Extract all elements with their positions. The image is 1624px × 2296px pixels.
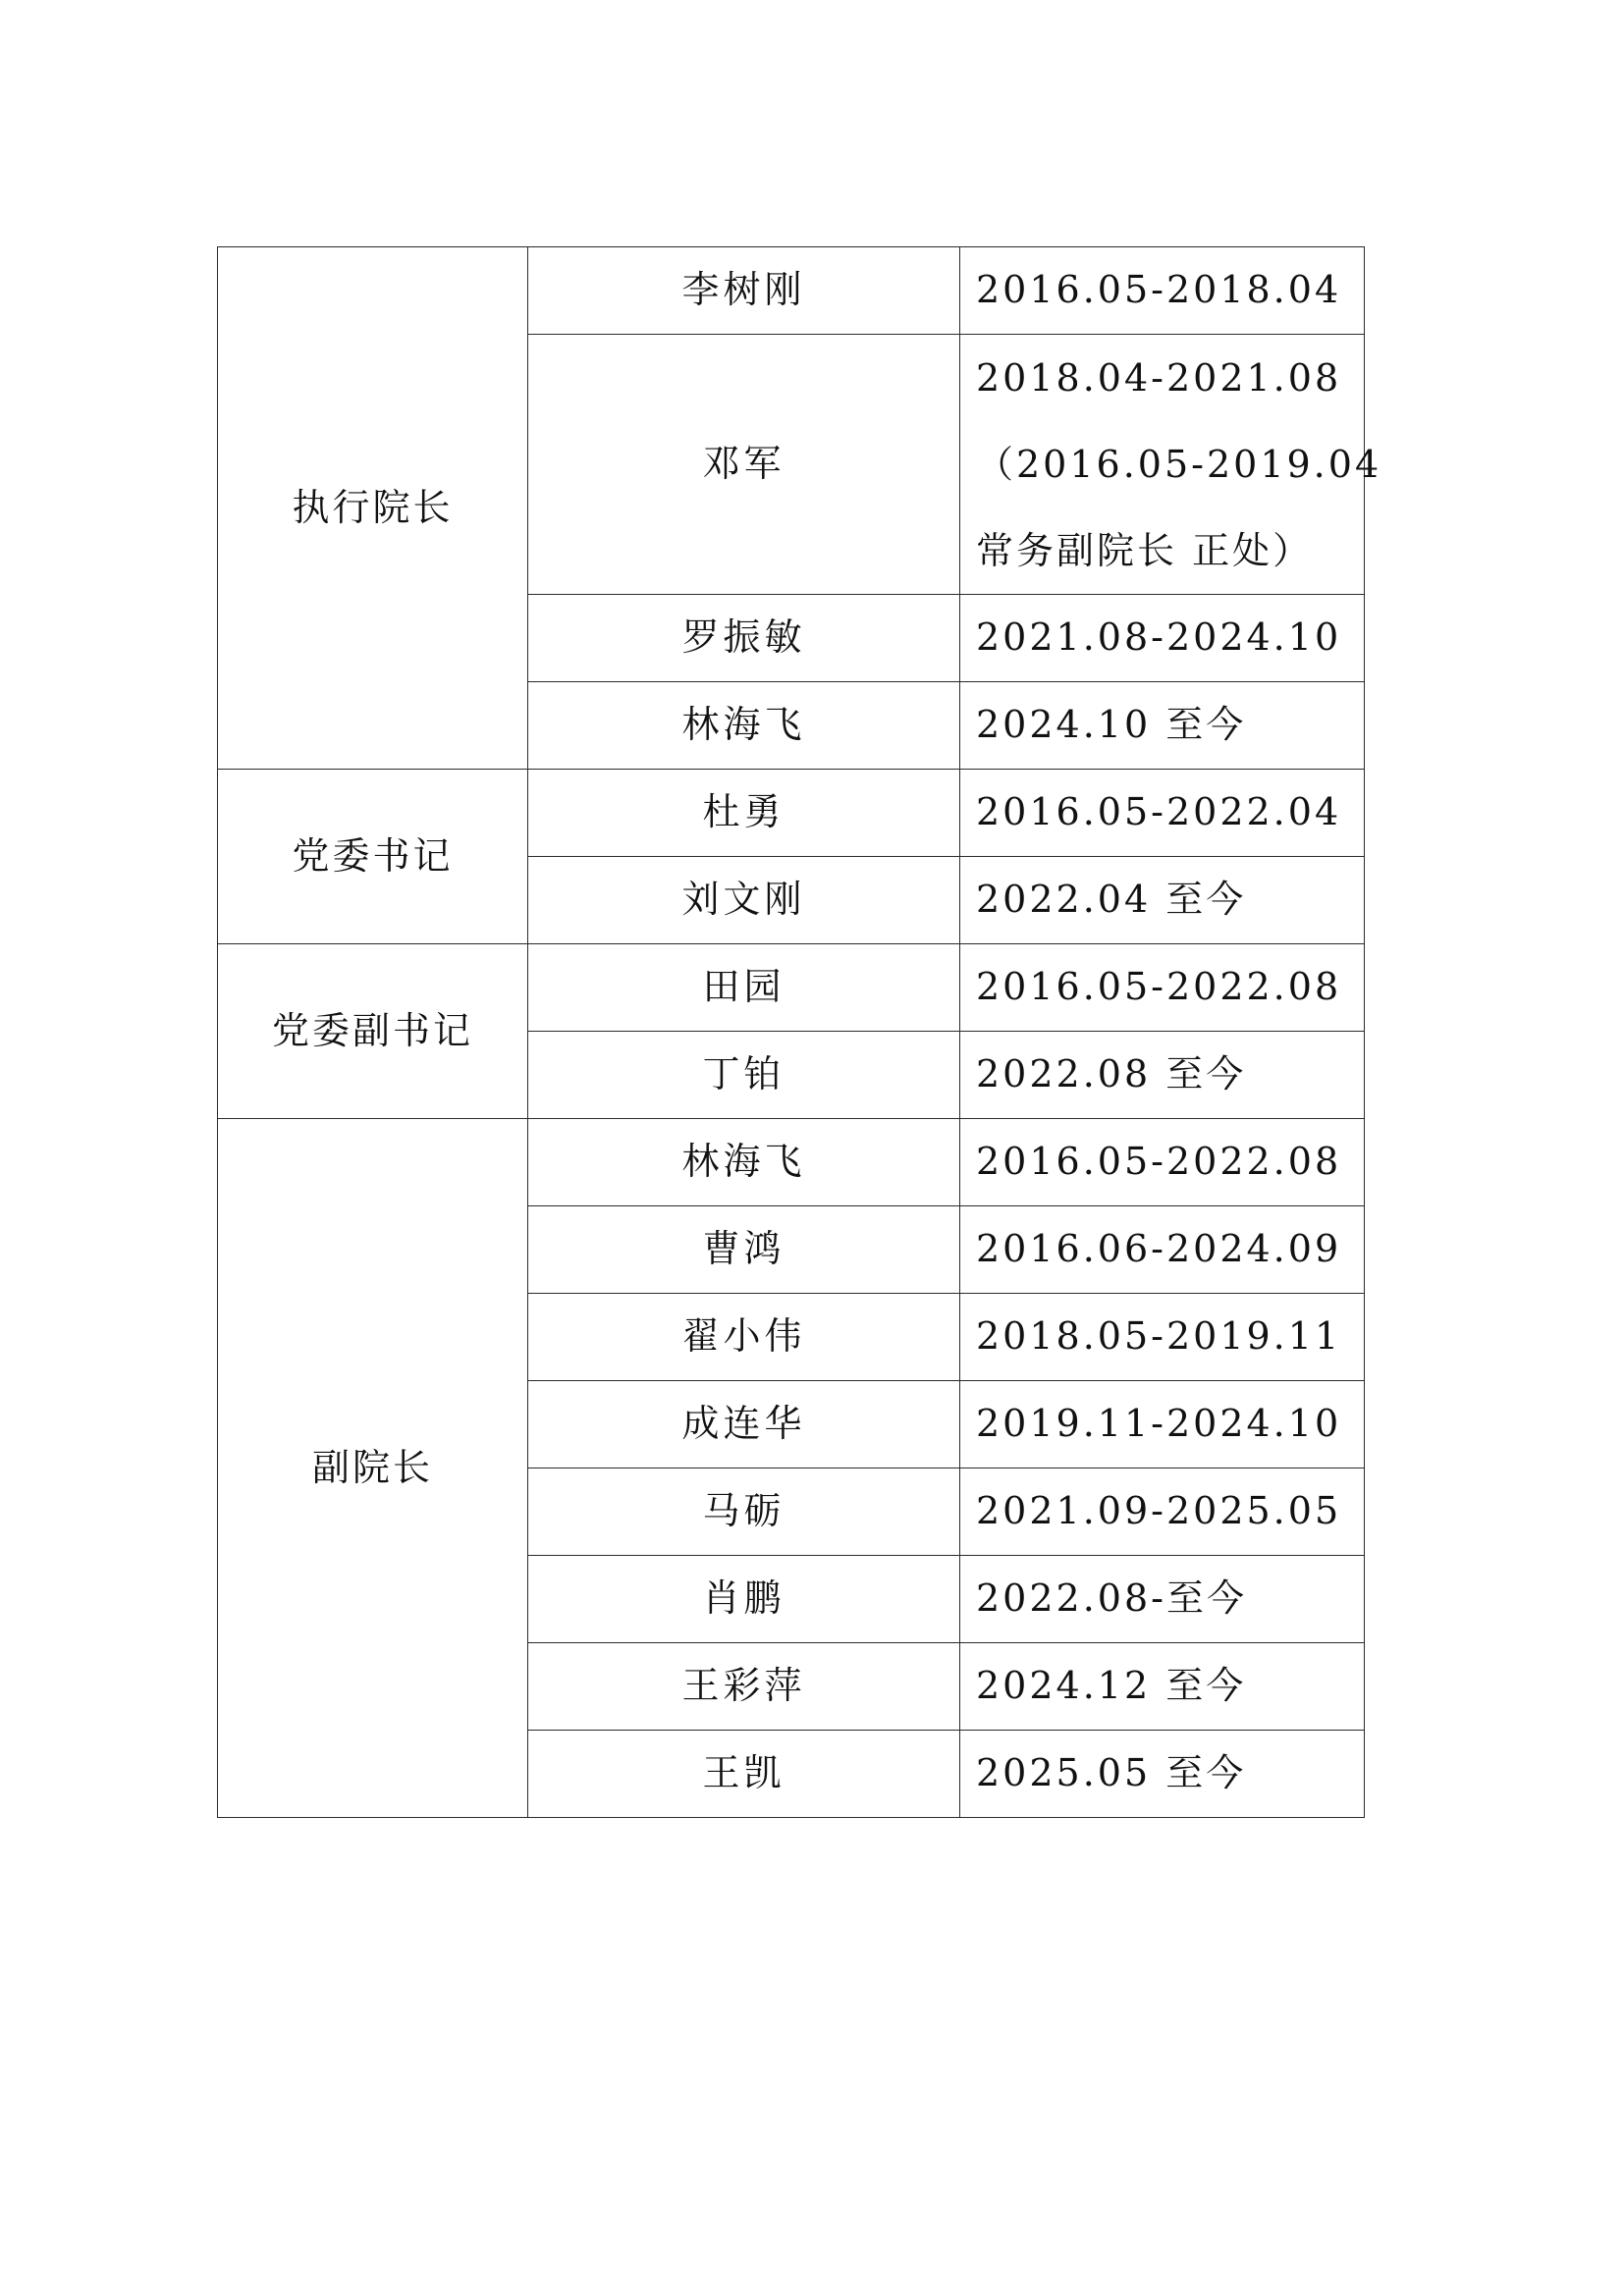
term-note-text: 常务副院长 正处） <box>976 529 1314 572</box>
term-note-text: （2016.05-2019.04 <box>976 443 1382 486</box>
term-text: 2016.05-2022.08 <box>976 1140 1342 1184</box>
role-cell-vice-dean: 副院长 <box>218 1119 528 1818</box>
table-row <box>218 770 1365 857</box>
term-text: 2018.04-2021.08 <box>976 356 1342 400</box>
term-text: 2016.05-2018.04 <box>976 268 1342 312</box>
table-row <box>218 944 1365 1032</box>
name-cell: 翟小伟 <box>528 1294 960 1381</box>
name-cell: 林海飞 <box>528 1119 960 1206</box>
role-cell-deputy-party-secretary: 党委副书记 <box>218 944 528 1119</box>
term-text: 2016.05-2022.08 <box>976 965 1342 1009</box>
term-cell <box>960 1032 1365 1119</box>
term-cell <box>960 1381 1365 1468</box>
name-cell: 王彩萍 <box>528 1643 960 1731</box>
term-text: 2021.09-2025.05 <box>976 1489 1342 1533</box>
name-cell: 田园 <box>528 944 960 1032</box>
term-cell <box>960 1294 1365 1381</box>
term-cell <box>960 1731 1365 1818</box>
name-cell: 李树刚 <box>528 247 960 335</box>
term-cell <box>960 770 1365 857</box>
name-cell: 杜勇 <box>528 770 960 857</box>
name-cell: 成连华 <box>528 1381 960 1468</box>
term-text: 2022.04 至今 <box>976 878 1247 922</box>
name-cell: 肖鹏 <box>528 1556 960 1643</box>
term-text: 2016.06-2024.09 <box>976 1227 1342 1271</box>
term-text: 2019.11-2024.10 <box>976 1402 1342 1446</box>
term-cell <box>960 682 1365 770</box>
term-cell <box>960 335 1382 595</box>
term-text: 2024.10 至今 <box>976 703 1247 747</box>
term-cell <box>960 857 1365 944</box>
name-cell: 丁铂 <box>528 1032 960 1119</box>
term-cell <box>960 595 1365 682</box>
name-cell: 马砺 <box>528 1468 960 1556</box>
name-cell: 邓军 <box>528 335 960 595</box>
name-cell: 王凯 <box>528 1731 960 1818</box>
term-text: 2025.05 至今 <box>976 1751 1247 1795</box>
term-cell <box>960 1206 1365 1294</box>
term-cell <box>960 1119 1365 1206</box>
leadership-tenure-table <box>217 246 1382 1818</box>
name-cell: 林海飞 <box>528 682 960 770</box>
name-cell: 罗振敏 <box>528 595 960 682</box>
term-text: 2022.08-至今 <box>976 1576 1247 1621</box>
name-cell: 刘文刚 <box>528 857 960 944</box>
table-row <box>218 1119 1365 1206</box>
name-cell: 曹鸿 <box>528 1206 960 1294</box>
role-cell-party-secretary: 党委书记 <box>218 770 528 944</box>
term-cell <box>960 1643 1365 1731</box>
term-cell <box>960 944 1365 1032</box>
term-text: 2021.08-2024.10 <box>976 615 1342 660</box>
role-cell-executive-dean: 执行院长 <box>218 247 528 770</box>
term-text: 2024.12 至今 <box>976 1664 1247 1708</box>
term-text: 2016.05-2022.04 <box>976 790 1342 834</box>
term-cell <box>960 1468 1365 1556</box>
term-text: 2022.08 至今 <box>976 1052 1247 1096</box>
term-text: 2018.05-2019.11 <box>976 1314 1342 1359</box>
table-row <box>218 247 1365 335</box>
term-cell <box>960 247 1365 335</box>
term-cell <box>960 1556 1365 1643</box>
